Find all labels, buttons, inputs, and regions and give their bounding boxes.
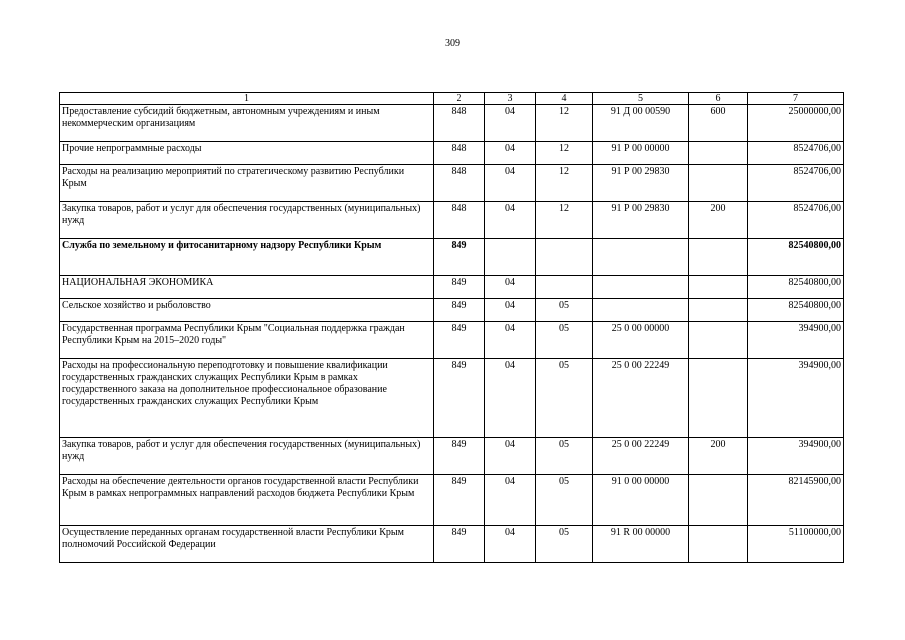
cell-section-code: 04 <box>485 202 536 239</box>
cell-grbs-code: 849 <box>434 475 485 526</box>
cell-amount: 8524706,00 <box>748 165 844 202</box>
cell-subsection-code: 05 <box>536 299 593 322</box>
cell-section-code: 04 <box>485 359 536 438</box>
table-row <box>60 276 844 299</box>
cell-amount: 51100000,00 <box>748 526 844 563</box>
cell-target-article <box>593 299 689 322</box>
cell-amount: 8524706,00 <box>748 202 844 239</box>
table-row <box>60 105 844 142</box>
cell-section-code: 04 <box>485 276 536 299</box>
cell-amount: 394900,00 <box>748 438 844 475</box>
cell-expense-type <box>689 142 748 165</box>
cell-section-code: 04 <box>485 165 536 202</box>
cell-subsection-code: 12 <box>536 105 593 142</box>
cell-name: Служба по земельному и фитосанитарному надзору Республики Крым <box>60 239 434 276</box>
cell-grbs-code: 848 <box>434 105 485 142</box>
budget-table <box>59 92 844 563</box>
cell-name: Предоставление субсидий бюджетным, автономным учреждениям и иным некоммерческим организациям <box>60 105 434 142</box>
table-row <box>60 475 844 526</box>
table-row <box>60 202 844 239</box>
cell-target-article: 91 Д 00 00590 <box>593 105 689 142</box>
cell-section-code: 04 <box>485 475 536 526</box>
cell-subsection-code: 12 <box>536 165 593 202</box>
cell-subsection-code <box>536 239 593 276</box>
cell-section-code <box>485 239 536 276</box>
header-col-3: 3 <box>485 93 536 105</box>
cell-name: Закупка товаров, работ и услуг для обеспечения государственных (муниципальных) нужд <box>60 438 434 475</box>
cell-amount: 82540800,00 <box>748 276 844 299</box>
cell-grbs-code: 849 <box>434 276 485 299</box>
table-row <box>60 438 844 475</box>
cell-target-article: 91 R 00 00000 <box>593 526 689 563</box>
cell-subsection-code <box>536 276 593 299</box>
cell-amount: 394900,00 <box>748 359 844 438</box>
page-number: 309 <box>445 38 460 49</box>
table-row <box>60 165 844 202</box>
cell-expense-type: 200 <box>689 438 748 475</box>
cell-grbs-code: 849 <box>434 359 485 438</box>
header-col-1: 1 <box>60 93 434 105</box>
cell-name: Расходы на профессиональную переподготовку и повышение квалификации государственных гражданских служащих Республики Крым в рамках государственного заказа на дополнительное профессиональное образование государственных гражданских служащих Республики Крым <box>60 359 434 438</box>
table-header-row <box>60 93 844 105</box>
cell-grbs-code: 848 <box>434 202 485 239</box>
cell-name: Расходы на реализацию мероприятий по стратегическому развитию Республики Крым <box>60 165 434 202</box>
cell-expense-type <box>689 276 748 299</box>
cell-grbs-code: 849 <box>434 239 485 276</box>
cell-section-code: 04 <box>485 438 536 475</box>
cell-subsection-code: 05 <box>536 322 593 359</box>
cell-expense-type <box>689 299 748 322</box>
cell-subsection-code: 05 <box>536 475 593 526</box>
cell-amount: 82540800,00 <box>748 299 844 322</box>
cell-target-article: 91 Р 00 00000 <box>593 142 689 165</box>
cell-amount: 394900,00 <box>748 322 844 359</box>
cell-subsection-code: 05 <box>536 359 593 438</box>
cell-target-article: 25 0 00 00000 <box>593 322 689 359</box>
cell-name: Сельское хозяйство и рыболовство <box>60 299 434 322</box>
cell-name: Прочие непрограммные расходы <box>60 142 434 165</box>
cell-grbs-code: 849 <box>434 438 485 475</box>
cell-expense-type <box>689 239 748 276</box>
cell-expense-type: 200 <box>689 202 748 239</box>
cell-target-article <box>593 276 689 299</box>
cell-target-article: 25 0 00 22249 <box>593 438 689 475</box>
cell-amount: 8524706,00 <box>748 142 844 165</box>
header-col-7: 7 <box>748 93 844 105</box>
table-row <box>60 526 844 563</box>
cell-subsection-code: 05 <box>536 438 593 475</box>
header-col-5: 5 <box>593 93 689 105</box>
table-row <box>60 239 844 276</box>
cell-expense-type: 600 <box>689 105 748 142</box>
header-col-6: 6 <box>689 93 748 105</box>
cell-expense-type <box>689 475 748 526</box>
table-row <box>60 359 844 438</box>
cell-target-article: 25 0 00 22249 <box>593 359 689 438</box>
cell-name: НАЦИОНАЛЬНАЯ ЭКОНОМИКА <box>60 276 434 299</box>
cell-grbs-code: 849 <box>434 322 485 359</box>
cell-grbs-code: 848 <box>434 165 485 202</box>
cell-name: Государственная программа Республики Крым "Социальная поддержка граждан Республики Крым на 2015–2020 годы" <box>60 322 434 359</box>
cell-expense-type <box>689 322 748 359</box>
cell-grbs-code: 849 <box>434 299 485 322</box>
cell-grbs-code: 849 <box>434 526 485 563</box>
cell-name: Расходы на обеспечение деятельности органов государственной власти Республики Крым в рамках непрограммных направлений расходов бюджета Республики Крым <box>60 475 434 526</box>
cell-section-code: 04 <box>485 142 536 165</box>
cell-section-code: 04 <box>485 105 536 142</box>
cell-name: Осуществление переданных органам государственной власти Республики Крым полномочий Российской Федерации <box>60 526 434 563</box>
header-col-4: 4 <box>536 93 593 105</box>
table-row <box>60 142 844 165</box>
cell-amount: 82540800,00 <box>748 239 844 276</box>
cell-subsection-code: 12 <box>536 142 593 165</box>
cell-target-article: 91 Р 00 29830 <box>593 165 689 202</box>
cell-section-code: 04 <box>485 526 536 563</box>
cell-section-code: 04 <box>485 299 536 322</box>
cell-grbs-code: 848 <box>434 142 485 165</box>
cell-subsection-code: 05 <box>536 526 593 563</box>
cell-name: Закупка товаров, работ и услуг для обеспечения государственных (муниципальных) нужд <box>60 202 434 239</box>
cell-target-article: 91 Р 00 29830 <box>593 202 689 239</box>
cell-amount: 82145900,00 <box>748 475 844 526</box>
cell-expense-type <box>689 359 748 438</box>
cell-expense-type <box>689 526 748 563</box>
cell-target-article <box>593 239 689 276</box>
cell-expense-type <box>689 165 748 202</box>
cell-subsection-code: 12 <box>536 202 593 239</box>
cell-target-article: 91 0 00 00000 <box>593 475 689 526</box>
table-row <box>60 299 844 322</box>
table-row <box>60 322 844 359</box>
cell-section-code: 04 <box>485 322 536 359</box>
cell-amount: 25000000,00 <box>748 105 844 142</box>
header-col-2: 2 <box>434 93 485 105</box>
